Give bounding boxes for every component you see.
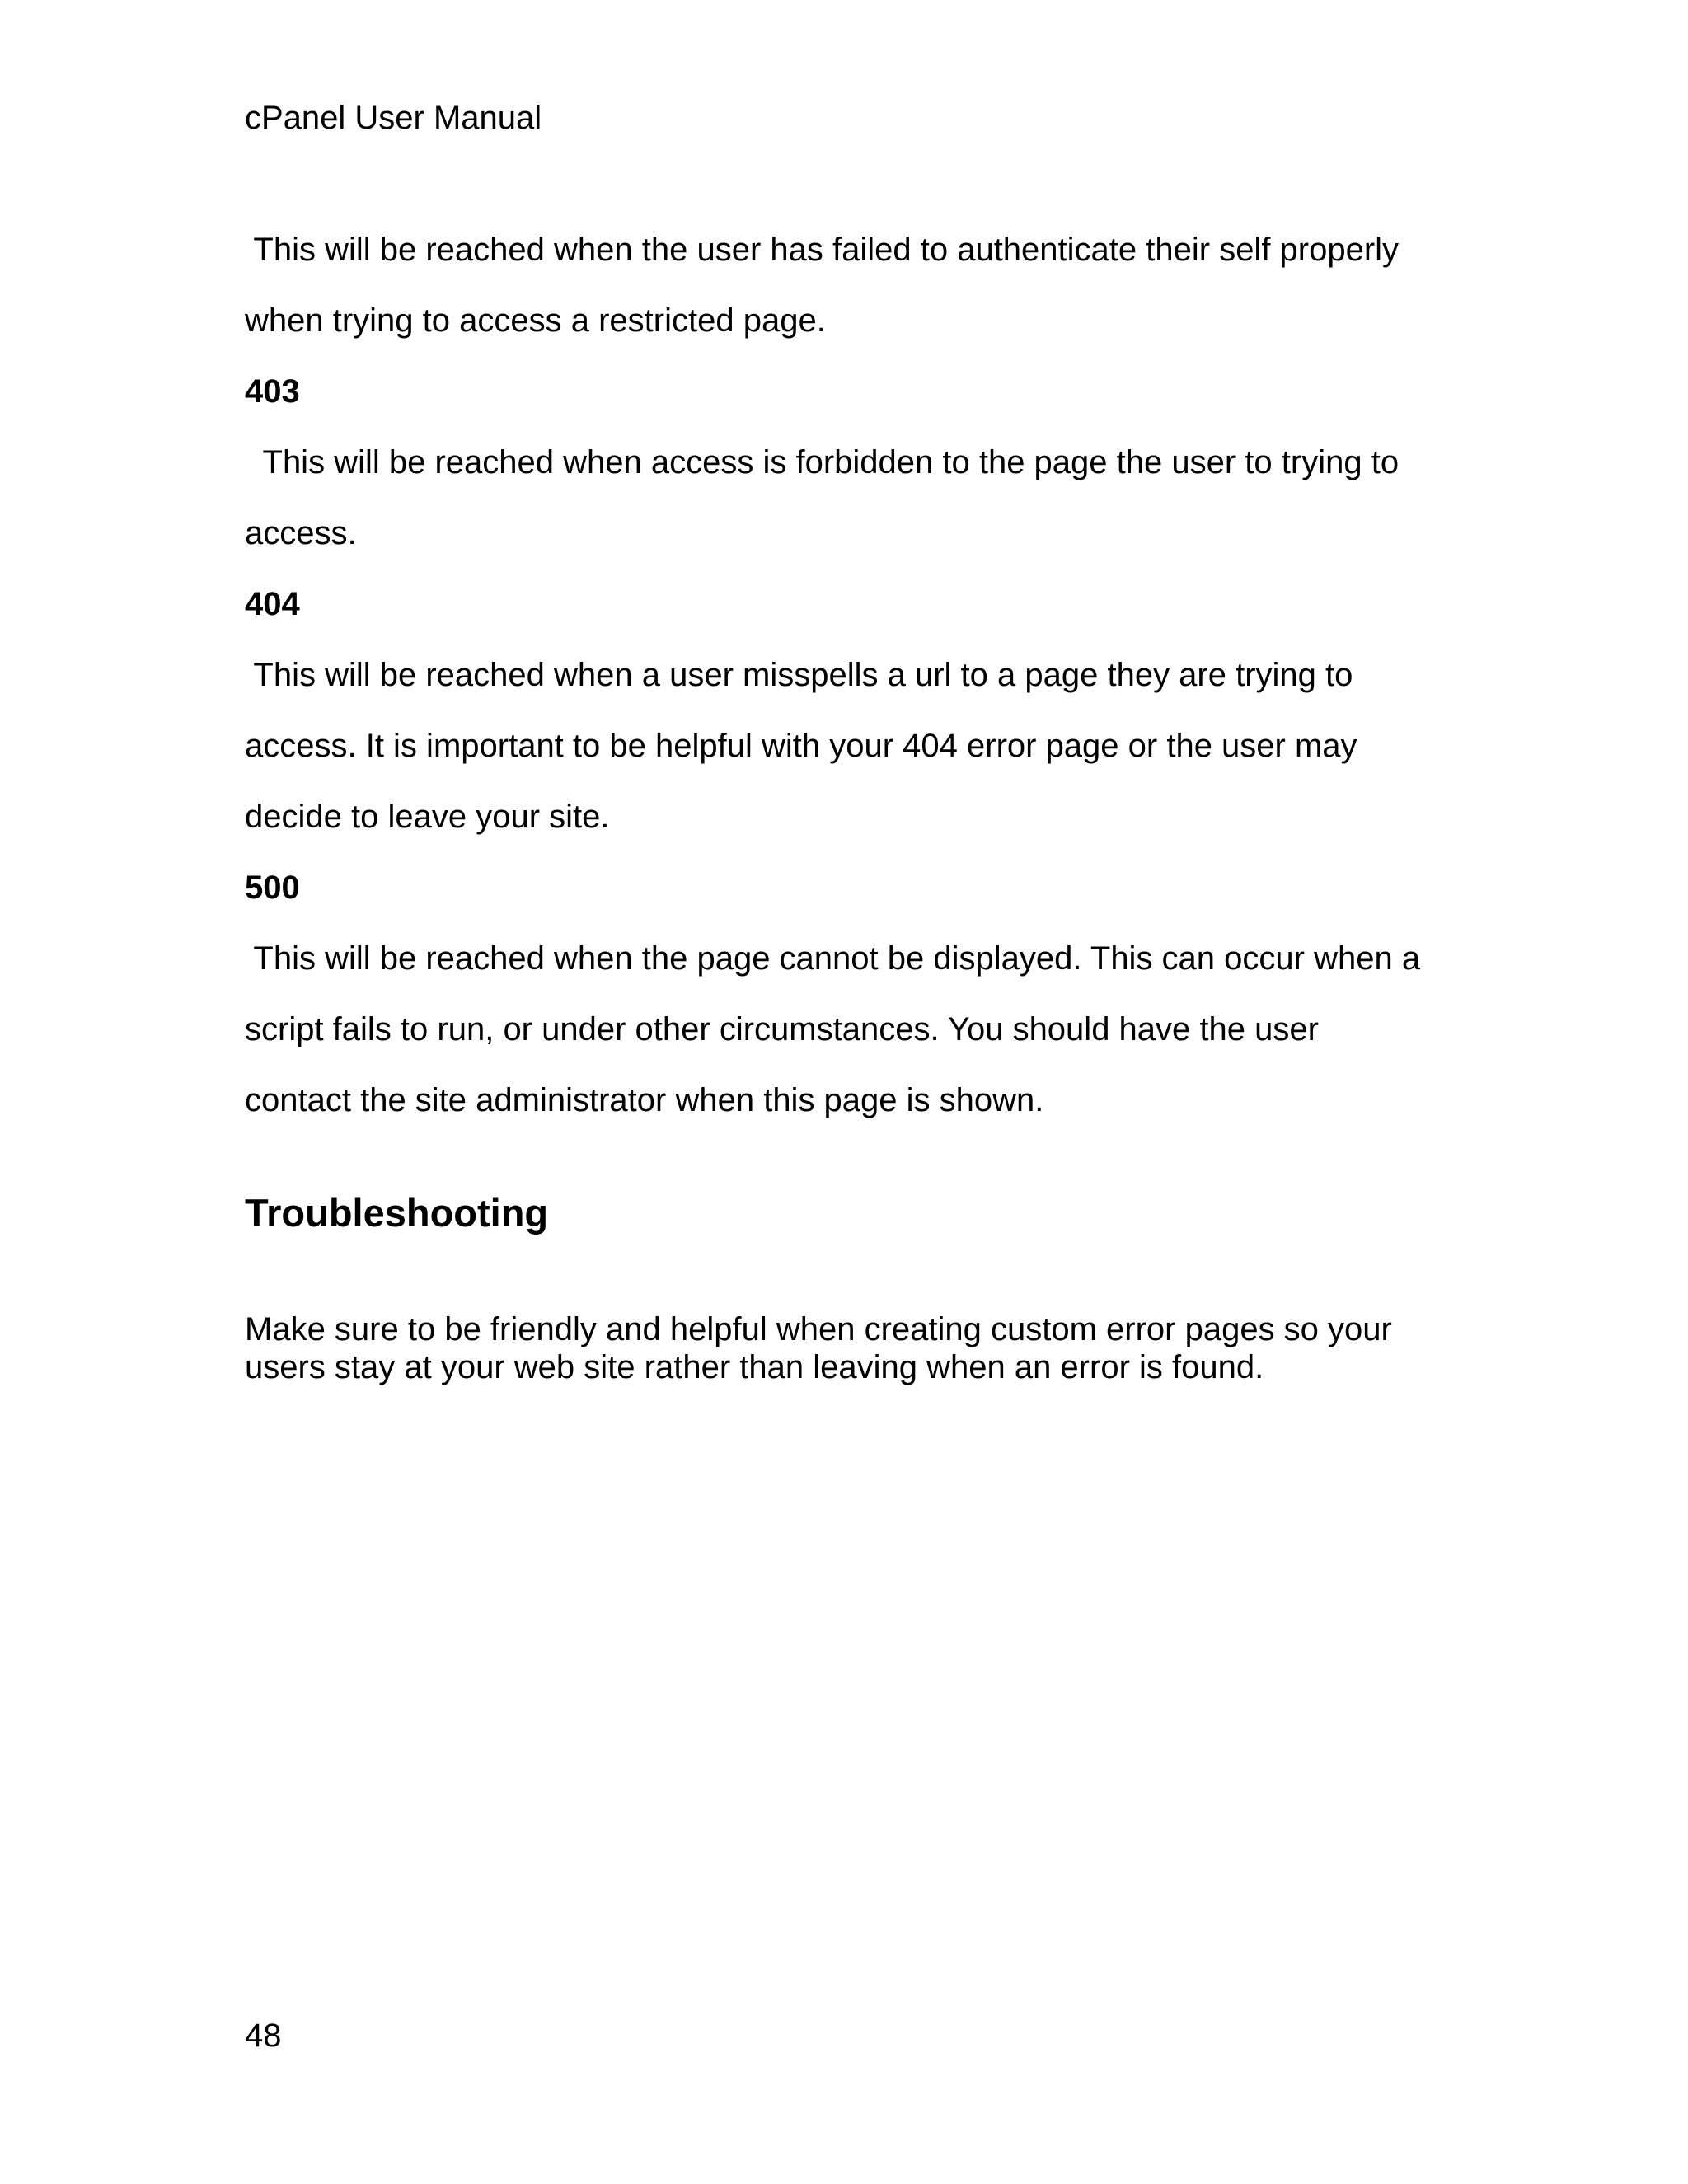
intro-line-1: This will be reached when the user has failed to authenticate their self properly bbox=[245, 232, 1400, 268]
error-403-line-2: access. bbox=[245, 515, 357, 551]
error-code-403: 403 bbox=[245, 373, 300, 410]
error-403-line-1: This will be reached when access is forbidden to the page the user to trying to bbox=[245, 444, 1400, 480]
error-500-line-3: contact the site administrator when this page is shown. bbox=[245, 1082, 1044, 1118]
error-404-line-2: access. It is important to be helpful with your 404 error page or the user may bbox=[245, 728, 1357, 764]
error-500-line-1: This will be reached when the page cannot be displayed. This can occur when a bbox=[245, 940, 1421, 977]
error-404-line-1: This will be reached when a user misspells a url to a page they are trying to bbox=[245, 657, 1353, 693]
page-number: 48 bbox=[245, 2018, 282, 2054]
troubleshooting-paragraph: Make sure to be friendly and helpful when creating custom error pages so your users stay at your web site rather than leaving when an error is found. bbox=[245, 1311, 1392, 1385]
error-code-500: 500 bbox=[245, 869, 300, 906]
error-500-line-2: script fails to run, or under other circumstances. You should have the user bbox=[245, 1011, 1319, 1047]
troubleshooting-heading: Troubleshooting bbox=[245, 1191, 549, 1235]
intro-line-2: when trying to access a restricted page. bbox=[245, 302, 826, 339]
running-header: cPanel User Manual bbox=[245, 100, 542, 136]
error-code-404: 404 bbox=[245, 586, 300, 622]
error-404-line-3: decide to leave your site. bbox=[245, 799, 610, 835]
